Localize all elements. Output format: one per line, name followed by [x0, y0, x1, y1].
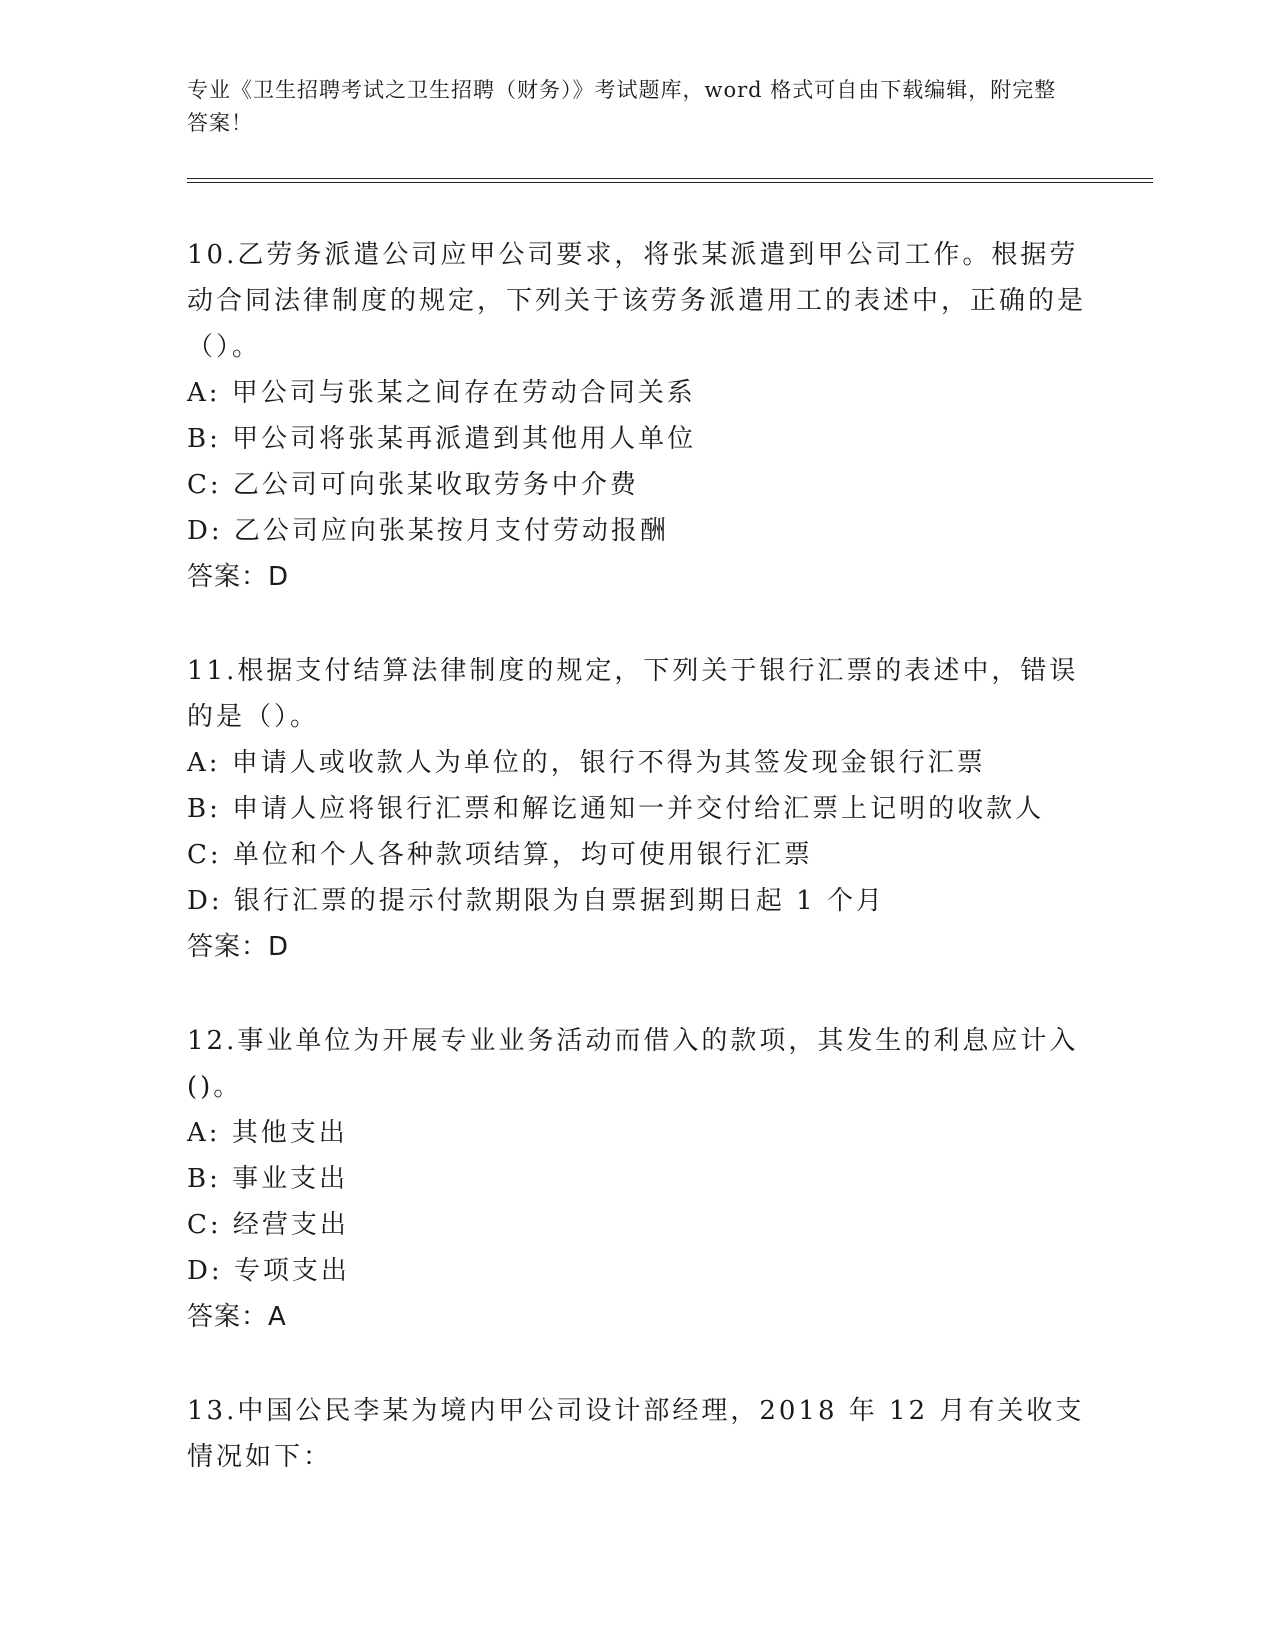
question-gap	[187, 970, 1092, 1018]
question-11	[187, 648, 1092, 970]
option-d: D: 乙公司应向张某按月支付劳动报酬	[187, 516, 669, 546]
option-a: A: 其他支出	[187, 1118, 348, 1148]
question-stem: 11.根据支付结算法律制度的规定，下列关于银行汇票的表述中，错误的是（）。	[187, 656, 1079, 732]
document-header: 专业《卫生招聘考试之卫生招聘（财务）》考试题库，word 格式可自由下载编辑，附完整答案！	[187, 78, 1057, 135]
answer: 答案：D	[187, 932, 290, 962]
option-d: D: 专项支出	[187, 1256, 350, 1286]
option-a: A: 申请人或收款人为单位的，银行不得为其签发现金银行汇票	[187, 748, 986, 778]
option-d: D: 银行汇票的提示付款期限为自票据到期日起 1 个月	[187, 886, 885, 916]
answer: 答案：D	[187, 562, 290, 592]
option-b: B: 申请人应将银行汇票和解讫通知一并交付给汇票上记明的收款人	[187, 794, 1045, 824]
option-a: A: 甲公司与张某之间存在劳动合同关系	[187, 378, 696, 408]
question-stem: 10.乙劳务派遣公司应甲公司要求，将张某派遣到甲公司工作。根据劳动合同法律制度的规定，下列关于该劳务派遣用工的表述中，正确的是（）。	[187, 240, 1087, 362]
option-c: C: 乙公司可向张某收取劳务中介费	[187, 470, 639, 500]
question-list	[187, 232, 1092, 1480]
question-gap	[187, 1340, 1092, 1388]
option-c: C: 单位和个人各种款项结算，均可使用银行汇票	[187, 840, 813, 870]
option-b: B: 甲公司将张某再派遣到其他用人单位	[187, 424, 697, 454]
question-13	[187, 1388, 1092, 1480]
option-c: C: 经营支出	[187, 1210, 349, 1240]
question-10	[187, 232, 1092, 600]
option-b: B: 事业支出	[187, 1164, 349, 1194]
question-stem: 12.事业单位为开展专业业务活动而借入的款项，其发生的利息应计入()。	[187, 1026, 1079, 1102]
header-divider	[187, 178, 1153, 183]
question-gap	[187, 600, 1092, 648]
answer: 答案：A	[187, 1302, 287, 1332]
question-stem: 13.中国公民李某为境内甲公司设计部经理，2018 年 12 月有关收支情况如下：	[187, 1396, 1085, 1472]
question-12	[187, 1018, 1092, 1340]
